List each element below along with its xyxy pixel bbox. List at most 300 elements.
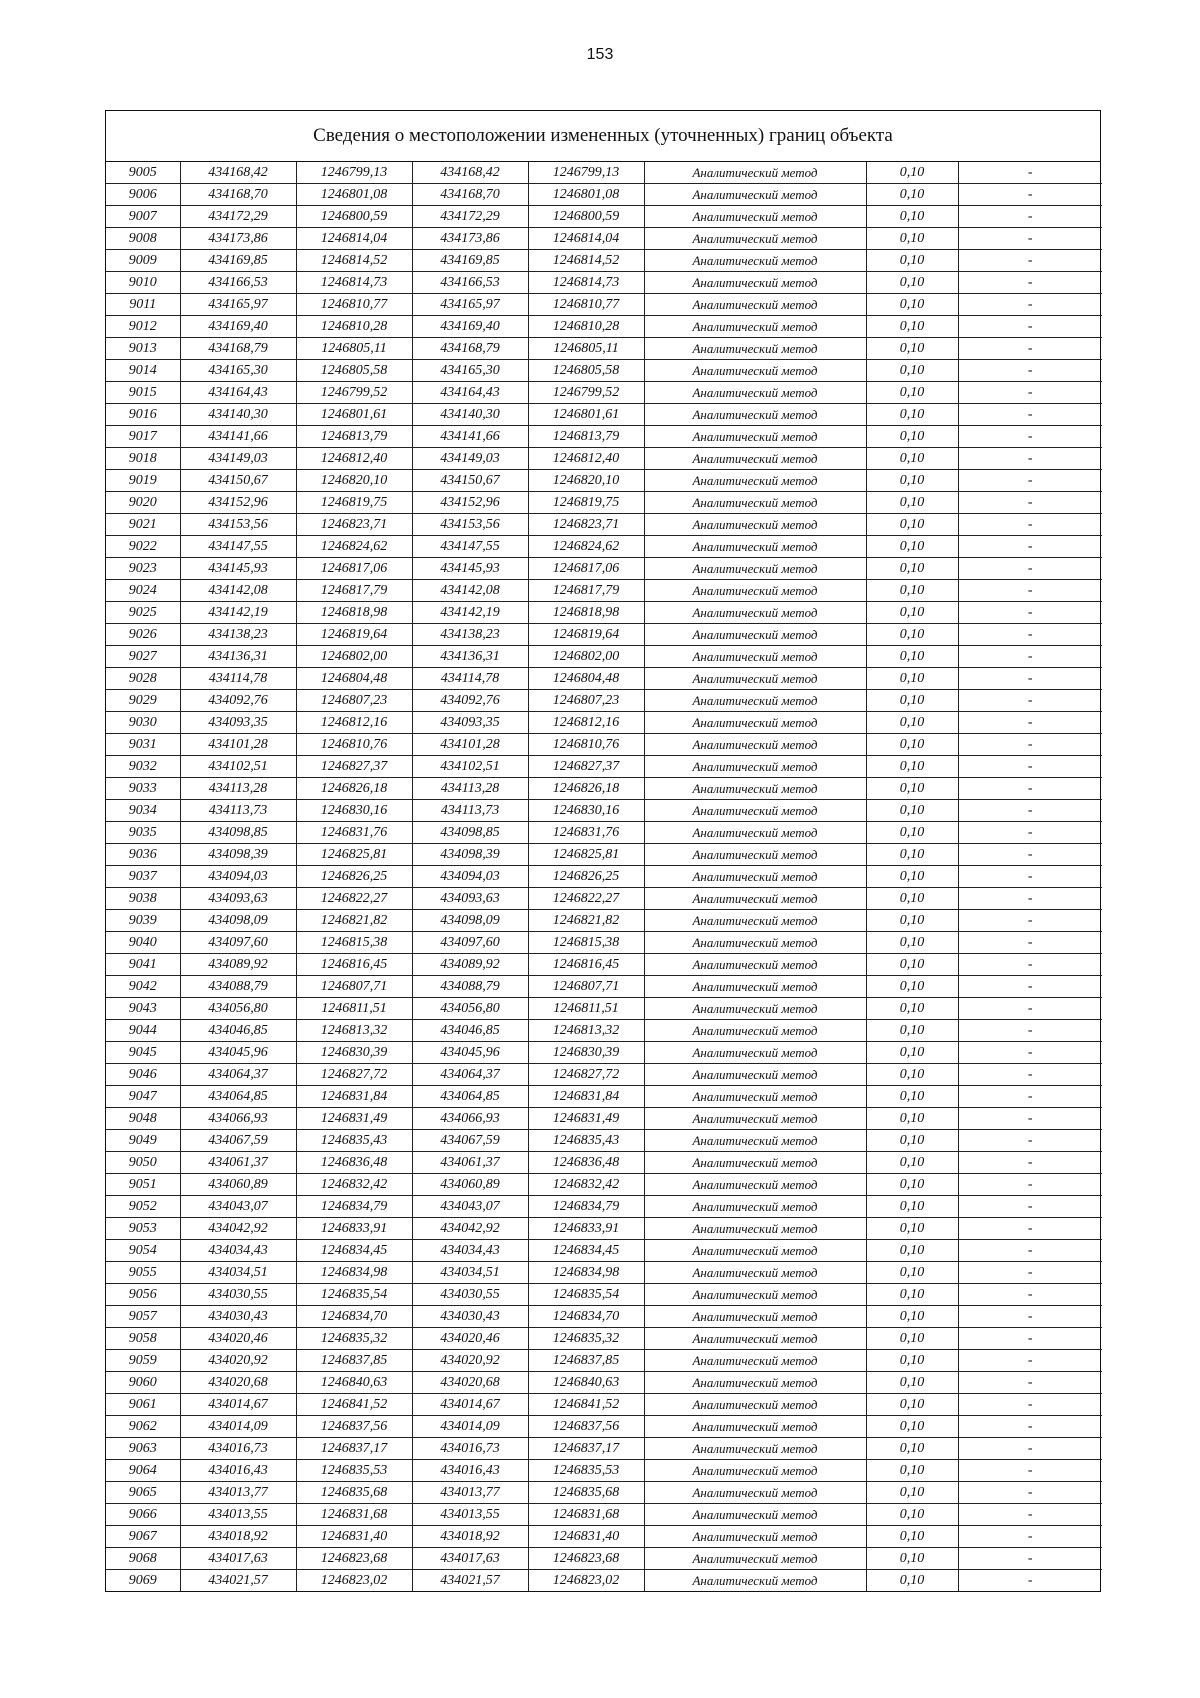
x-new-cell: 434172,29: [412, 206, 528, 228]
y-old-cell: 1246817,06: [296, 558, 412, 580]
point-number-cell: 9043: [106, 998, 180, 1020]
y-new-cell: 1246837,85: [528, 1350, 644, 1372]
y-old-cell: 1246824,62: [296, 536, 412, 558]
x-new-cell: 434064,37: [412, 1064, 528, 1086]
point-number-cell: 9018: [106, 448, 180, 470]
method-cell: Аналитический метод: [644, 602, 866, 624]
x-old-cell: 434101,28: [180, 734, 296, 756]
y-old-cell: 1246827,72: [296, 1064, 412, 1086]
y-new-cell: 1246826,18: [528, 778, 644, 800]
point-number-cell: 9020: [106, 492, 180, 514]
x-old-cell: 434166,53: [180, 272, 296, 294]
method-cell: Аналитический метод: [644, 1020, 866, 1042]
point-number-cell: 9048: [106, 1108, 180, 1130]
x-new-cell: 434016,73: [412, 1438, 528, 1460]
method-cell: Аналитический метод: [644, 1042, 866, 1064]
x-new-cell: 434013,77: [412, 1482, 528, 1504]
table-row: [106, 954, 1102, 976]
x-old-cell: 434145,93: [180, 558, 296, 580]
method-cell: Аналитический метод: [644, 404, 866, 426]
accuracy-cell: 0,10: [866, 1284, 958, 1306]
y-old-cell: 1246814,52: [296, 250, 412, 272]
method-cell: Аналитический метод: [644, 492, 866, 514]
description-cell: -: [958, 1394, 1102, 1416]
y-new-cell: 1246812,16: [528, 712, 644, 734]
point-number-cell: 9021: [106, 514, 180, 536]
x-old-cell: 434064,85: [180, 1086, 296, 1108]
method-cell: Аналитический метод: [644, 1086, 866, 1108]
y-old-cell: 1246810,76: [296, 734, 412, 756]
description-cell: -: [958, 1284, 1102, 1306]
description-cell: -: [958, 910, 1102, 932]
accuracy-cell: 0,10: [866, 602, 958, 624]
x-old-cell: 434165,97: [180, 294, 296, 316]
point-number-cell: 9047: [106, 1086, 180, 1108]
y-new-cell: 1246807,71: [528, 976, 644, 998]
point-number-cell: 9026: [106, 624, 180, 646]
description-cell: -: [958, 822, 1102, 844]
x-old-cell: 434141,66: [180, 426, 296, 448]
x-new-cell: 434018,92: [412, 1526, 528, 1548]
y-new-cell: 1246837,56: [528, 1416, 644, 1438]
point-number-cell: 9006: [106, 184, 180, 206]
x-old-cell: 434113,28: [180, 778, 296, 800]
method-cell: Аналитический метод: [644, 1482, 866, 1504]
method-cell: Аналитический метод: [644, 1196, 866, 1218]
y-new-cell: 1246813,32: [528, 1020, 644, 1042]
accuracy-cell: 0,10: [866, 822, 958, 844]
method-cell: Аналитический метод: [644, 932, 866, 954]
y-old-cell: 1246833,91: [296, 1218, 412, 1240]
accuracy-cell: 0,10: [866, 1130, 958, 1152]
method-cell: Аналитический метод: [644, 1328, 866, 1350]
table-row: [106, 1240, 1102, 1262]
method-cell: Аналитический метод: [644, 690, 866, 712]
description-cell: -: [958, 1372, 1102, 1394]
y-new-cell: 1246827,37: [528, 756, 644, 778]
y-old-cell: 1246810,77: [296, 294, 412, 316]
x-old-cell: 434142,19: [180, 602, 296, 624]
point-number-cell: 9067: [106, 1526, 180, 1548]
accuracy-cell: 0,10: [866, 668, 958, 690]
description-cell: -: [958, 272, 1102, 294]
x-old-cell: 434093,35: [180, 712, 296, 734]
method-cell: Аналитический метод: [644, 1394, 866, 1416]
x-new-cell: 434102,51: [412, 756, 528, 778]
point-number-cell: 9061: [106, 1394, 180, 1416]
description-cell: -: [958, 1482, 1102, 1504]
y-old-cell: 1246805,11: [296, 338, 412, 360]
x-old-cell: 434016,73: [180, 1438, 296, 1460]
y-new-cell: 1246811,51: [528, 998, 644, 1020]
x-new-cell: 434045,96: [412, 1042, 528, 1064]
x-old-cell: 434098,39: [180, 844, 296, 866]
accuracy-cell: 0,10: [866, 756, 958, 778]
y-old-cell: 1246835,68: [296, 1482, 412, 1504]
point-number-cell: 9065: [106, 1482, 180, 1504]
y-new-cell: 1246835,54: [528, 1284, 644, 1306]
accuracy-cell: 0,10: [866, 1526, 958, 1548]
x-old-cell: 434020,46: [180, 1328, 296, 1350]
accuracy-cell: 0,10: [866, 228, 958, 250]
x-old-cell: 434014,67: [180, 1394, 296, 1416]
method-cell: Аналитический метод: [644, 888, 866, 910]
x-new-cell: 434101,28: [412, 734, 528, 756]
description-cell: -: [958, 1570, 1102, 1592]
accuracy-cell: 0,10: [866, 734, 958, 756]
x-new-cell: 434145,93: [412, 558, 528, 580]
x-old-cell: 434172,29: [180, 206, 296, 228]
description-cell: -: [958, 426, 1102, 448]
table-row: [106, 1416, 1102, 1438]
y-new-cell: 1246817,79: [528, 580, 644, 602]
y-old-cell: 1246818,98: [296, 602, 412, 624]
y-new-cell: 1246822,27: [528, 888, 644, 910]
description-cell: -: [958, 1174, 1102, 1196]
point-number-cell: 9025: [106, 602, 180, 624]
x-old-cell: 434021,57: [180, 1570, 296, 1592]
x-new-cell: 434093,63: [412, 888, 528, 910]
point-number-cell: 9056: [106, 1284, 180, 1306]
method-cell: Аналитический метод: [644, 162, 866, 184]
method-cell: Аналитический метод: [644, 360, 866, 382]
x-new-cell: 434046,85: [412, 1020, 528, 1042]
x-new-cell: 434168,42: [412, 162, 528, 184]
accuracy-cell: 0,10: [866, 558, 958, 580]
x-new-cell: 434030,55: [412, 1284, 528, 1306]
description-cell: -: [958, 1196, 1102, 1218]
table-row: [106, 1306, 1102, 1328]
accuracy-cell: 0,10: [866, 844, 958, 866]
y-old-cell: 1246834,45: [296, 1240, 412, 1262]
x-new-cell: 434136,31: [412, 646, 528, 668]
y-old-cell: 1246807,71: [296, 976, 412, 998]
description-cell: -: [958, 1548, 1102, 1570]
table-row: [106, 998, 1102, 1020]
description-cell: -: [958, 624, 1102, 646]
x-new-cell: 434066,93: [412, 1108, 528, 1130]
point-number-cell: 9011: [106, 294, 180, 316]
table-row: [106, 1196, 1102, 1218]
y-old-cell: 1246837,17: [296, 1438, 412, 1460]
description-cell: -: [958, 338, 1102, 360]
y-new-cell: 1246814,73: [528, 272, 644, 294]
point-number-cell: 9052: [106, 1196, 180, 1218]
accuracy-cell: 0,10: [866, 1372, 958, 1394]
accuracy-cell: 0,10: [866, 1262, 958, 1284]
description-cell: -: [958, 558, 1102, 580]
y-old-cell: 1246810,28: [296, 316, 412, 338]
method-cell: Аналитический метод: [644, 1460, 866, 1482]
point-number-cell: 9012: [106, 316, 180, 338]
x-new-cell: 434149,03: [412, 448, 528, 470]
description-cell: -: [958, 844, 1102, 866]
x-old-cell: 434060,89: [180, 1174, 296, 1196]
y-new-cell: 1246831,49: [528, 1108, 644, 1130]
accuracy-cell: 0,10: [866, 800, 958, 822]
x-old-cell: 434064,37: [180, 1064, 296, 1086]
description-cell: -: [958, 756, 1102, 778]
x-old-cell: 434098,09: [180, 910, 296, 932]
table-row: [106, 228, 1102, 250]
x-old-cell: 434030,55: [180, 1284, 296, 1306]
table-row: [106, 1328, 1102, 1350]
y-new-cell: 1246810,76: [528, 734, 644, 756]
method-cell: Аналитический метод: [644, 822, 866, 844]
x-old-cell: 434043,07: [180, 1196, 296, 1218]
y-new-cell: 1246834,79: [528, 1196, 644, 1218]
table-row: [106, 1262, 1102, 1284]
x-new-cell: 434098,39: [412, 844, 528, 866]
x-old-cell: 434094,03: [180, 866, 296, 888]
accuracy-cell: 0,10: [866, 1064, 958, 1086]
method-cell: Аналитический метод: [644, 756, 866, 778]
y-old-cell: 1246835,54: [296, 1284, 412, 1306]
description-cell: -: [958, 1416, 1102, 1438]
x-new-cell: 434168,70: [412, 184, 528, 206]
y-old-cell: 1246814,73: [296, 272, 412, 294]
point-number-cell: 9051: [106, 1174, 180, 1196]
description-cell: -: [958, 1350, 1102, 1372]
table-row: [106, 1130, 1102, 1152]
table-row: [106, 1020, 1102, 1042]
table-row: [106, 1570, 1102, 1592]
y-old-cell: 1246826,25: [296, 866, 412, 888]
y-new-cell: 1246821,82: [528, 910, 644, 932]
x-new-cell: 434017,63: [412, 1548, 528, 1570]
description-cell: -: [958, 294, 1102, 316]
x-old-cell: 434020,92: [180, 1350, 296, 1372]
y-new-cell: 1246805,11: [528, 338, 644, 360]
y-new-cell: 1246831,68: [528, 1504, 644, 1526]
x-old-cell: 434089,92: [180, 954, 296, 976]
point-number-cell: 9022: [106, 536, 180, 558]
x-new-cell: 434169,85: [412, 250, 528, 272]
point-number-cell: 9015: [106, 382, 180, 404]
accuracy-cell: 0,10: [866, 1196, 958, 1218]
table-row: [106, 712, 1102, 734]
x-new-cell: 434034,51: [412, 1262, 528, 1284]
y-new-cell: 1246825,81: [528, 844, 644, 866]
table-row: [106, 536, 1102, 558]
x-new-cell: 434140,30: [412, 404, 528, 426]
point-number-cell: 9028: [106, 668, 180, 690]
y-old-cell: 1246835,43: [296, 1130, 412, 1152]
description-cell: -: [958, 382, 1102, 404]
x-new-cell: 434020,68: [412, 1372, 528, 1394]
table-row: [106, 162, 1102, 184]
accuracy-cell: 0,10: [866, 1240, 958, 1262]
description-cell: -: [958, 250, 1102, 272]
description-cell: -: [958, 1042, 1102, 1064]
method-cell: Аналитический метод: [644, 1130, 866, 1152]
x-new-cell: 434060,89: [412, 1174, 528, 1196]
table-row: [106, 778, 1102, 800]
accuracy-cell: 0,10: [866, 1460, 958, 1482]
point-number-cell: 9023: [106, 558, 180, 580]
x-new-cell: 434067,59: [412, 1130, 528, 1152]
accuracy-cell: 0,10: [866, 470, 958, 492]
description-cell: -: [958, 1240, 1102, 1262]
y-new-cell: 1246830,16: [528, 800, 644, 822]
point-number-cell: 9016: [106, 404, 180, 426]
point-number-cell: 9042: [106, 976, 180, 998]
y-new-cell: 1246836,48: [528, 1152, 644, 1174]
description-cell: -: [958, 602, 1102, 624]
y-new-cell: 1246831,40: [528, 1526, 644, 1548]
point-number-cell: 9059: [106, 1350, 180, 1372]
accuracy-cell: 0,10: [866, 1570, 958, 1592]
description-cell: -: [958, 932, 1102, 954]
table-row: [106, 1350, 1102, 1372]
description-cell: -: [958, 976, 1102, 998]
x-new-cell: 434165,30: [412, 360, 528, 382]
description-cell: -: [958, 1108, 1102, 1130]
coordinates-table-container: [105, 110, 1101, 1592]
x-new-cell: 434173,86: [412, 228, 528, 250]
point-number-cell: 9032: [106, 756, 180, 778]
accuracy-cell: 0,10: [866, 866, 958, 888]
x-old-cell: 434149,03: [180, 448, 296, 470]
table-row: [106, 800, 1102, 822]
y-new-cell: 1246831,76: [528, 822, 644, 844]
y-old-cell: 1246834,98: [296, 1262, 412, 1284]
y-new-cell: 1246814,04: [528, 228, 644, 250]
y-new-cell: 1246814,52: [528, 250, 644, 272]
point-number-cell: 9039: [106, 910, 180, 932]
y-old-cell: 1246799,52: [296, 382, 412, 404]
table-row: [106, 404, 1102, 426]
table-row: [106, 1218, 1102, 1240]
x-new-cell: 434169,40: [412, 316, 528, 338]
x-old-cell: 434138,23: [180, 624, 296, 646]
method-cell: Аналитический метод: [644, 580, 866, 602]
x-new-cell: 434030,43: [412, 1306, 528, 1328]
point-number-cell: 9038: [106, 888, 180, 910]
method-cell: Аналитический метод: [644, 1152, 866, 1174]
y-old-cell: 1246819,75: [296, 492, 412, 514]
method-cell: Аналитический метод: [644, 1504, 866, 1526]
accuracy-cell: 0,10: [866, 1504, 958, 1526]
table-row: [106, 734, 1102, 756]
point-number-cell: 9046: [106, 1064, 180, 1086]
table-row: [106, 1152, 1102, 1174]
method-cell: Аналитический метод: [644, 1570, 866, 1592]
description-cell: -: [958, 316, 1102, 338]
x-new-cell: 434014,09: [412, 1416, 528, 1438]
description-cell: -: [958, 866, 1102, 888]
method-cell: Аналитический метод: [644, 1262, 866, 1284]
x-new-cell: 434034,43: [412, 1240, 528, 1262]
y-old-cell: 1246823,68: [296, 1548, 412, 1570]
x-new-cell: 434056,80: [412, 998, 528, 1020]
table-row: [106, 932, 1102, 954]
description-cell: -: [958, 184, 1102, 206]
x-new-cell: 434165,97: [412, 294, 528, 316]
x-old-cell: 434147,55: [180, 536, 296, 558]
x-old-cell: 434018,92: [180, 1526, 296, 1548]
method-cell: Аналитический метод: [644, 1064, 866, 1086]
description-cell: -: [958, 1526, 1102, 1548]
x-new-cell: 434042,92: [412, 1218, 528, 1240]
accuracy-cell: 0,10: [866, 976, 958, 998]
point-number-cell: 9053: [106, 1218, 180, 1240]
method-cell: Аналитический метод: [644, 426, 866, 448]
table-row: [106, 558, 1102, 580]
y-new-cell: 1246835,53: [528, 1460, 644, 1482]
method-cell: Аналитический метод: [644, 272, 866, 294]
y-new-cell: 1246830,39: [528, 1042, 644, 1064]
y-new-cell: 1246801,61: [528, 404, 644, 426]
method-cell: Аналитический метод: [644, 1218, 866, 1240]
point-number-cell: 9068: [106, 1548, 180, 1570]
y-old-cell: 1246841,52: [296, 1394, 412, 1416]
y-old-cell: 1246835,32: [296, 1328, 412, 1350]
description-cell: -: [958, 536, 1102, 558]
description-cell: -: [958, 448, 1102, 470]
x-old-cell: 434102,51: [180, 756, 296, 778]
table-row: [106, 624, 1102, 646]
table-row: [106, 1504, 1102, 1526]
method-cell: Аналитический метод: [644, 712, 866, 734]
description-cell: -: [958, 668, 1102, 690]
table-row: [106, 1284, 1102, 1306]
accuracy-cell: 0,10: [866, 162, 958, 184]
x-old-cell: 434088,79: [180, 976, 296, 998]
y-new-cell: 1246840,63: [528, 1372, 644, 1394]
y-new-cell: 1246819,75: [528, 492, 644, 514]
x-old-cell: 434097,60: [180, 932, 296, 954]
method-cell: Аналитический метод: [644, 1108, 866, 1130]
table-row: [106, 492, 1102, 514]
table-title: Сведения о местоположении измененных (уточненных) границ объекта: [106, 111, 1100, 162]
description-cell: -: [958, 360, 1102, 382]
y-old-cell: 1246831,68: [296, 1504, 412, 1526]
point-number-cell: 9060: [106, 1372, 180, 1394]
description-cell: -: [958, 1460, 1102, 1482]
x-new-cell: 434064,85: [412, 1086, 528, 1108]
accuracy-cell: 0,10: [866, 1152, 958, 1174]
method-cell: Аналитический метод: [644, 1240, 866, 1262]
table-row: [106, 910, 1102, 932]
x-old-cell: 434020,68: [180, 1372, 296, 1394]
table-row: [106, 360, 1102, 382]
accuracy-cell: 0,10: [866, 1086, 958, 1108]
y-old-cell: 1246813,79: [296, 426, 412, 448]
method-cell: Аналитический метод: [644, 338, 866, 360]
x-old-cell: 434061,37: [180, 1152, 296, 1174]
y-new-cell: 1246816,45: [528, 954, 644, 976]
description-cell: -: [958, 800, 1102, 822]
point-number-cell: 9040: [106, 932, 180, 954]
table-row: [106, 580, 1102, 602]
y-old-cell: 1246820,10: [296, 470, 412, 492]
y-new-cell: 1246823,71: [528, 514, 644, 536]
x-old-cell: 434113,73: [180, 800, 296, 822]
y-old-cell: 1246834,79: [296, 1196, 412, 1218]
table-row: [106, 206, 1102, 228]
y-new-cell: 1246799,13: [528, 162, 644, 184]
method-cell: Аналитический метод: [644, 844, 866, 866]
y-new-cell: 1246801,08: [528, 184, 644, 206]
y-old-cell: 1246799,13: [296, 162, 412, 184]
point-number-cell: 9044: [106, 1020, 180, 1042]
x-old-cell: 434168,42: [180, 162, 296, 184]
point-number-cell: 9069: [106, 1570, 180, 1592]
y-old-cell: 1246826,18: [296, 778, 412, 800]
table-row: [106, 602, 1102, 624]
accuracy-cell: 0,10: [866, 492, 958, 514]
